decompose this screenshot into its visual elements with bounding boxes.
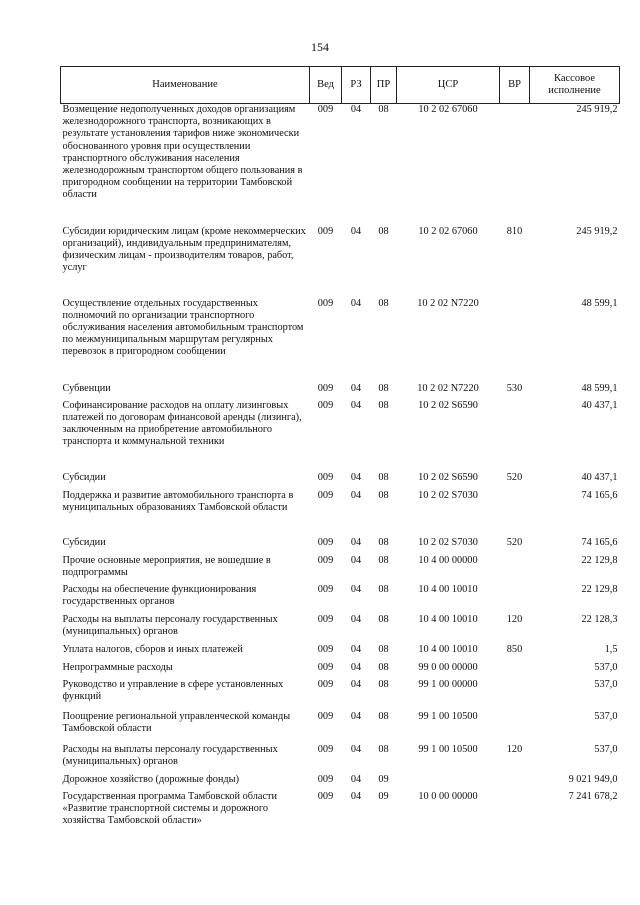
- row-vr: 520: [506, 471, 523, 483]
- row-ved: 009: [317, 678, 334, 690]
- row-rz: 04: [350, 710, 362, 722]
- row-csr: 10 2 02 67060: [418, 104, 478, 115]
- row-csr: 10 2 02 N7220: [417, 382, 479, 394]
- table-row: [61, 383, 620, 400]
- row-ved: 009: [317, 710, 334, 722]
- row-rz: 04: [350, 297, 362, 309]
- row-pr: 08: [378, 554, 389, 566]
- row-vr: [500, 791, 530, 833]
- row-amount: 9 021 949,0: [568, 773, 618, 785]
- row-ved: 009: [317, 661, 334, 673]
- row-amount: 245 919,2: [576, 104, 618, 115]
- row-pr: 08: [378, 583, 389, 595]
- row-vr: [500, 584, 530, 614]
- row-csr: 99 1 00 10500: [418, 710, 478, 722]
- column-header-name: Наименование: [61, 67, 310, 104]
- table-row: [61, 791, 620, 833]
- row-name: Руководство и управление в сфере установленных функций: [62, 678, 284, 702]
- row-name: Возмещение недополученных доходов организациям железнодорожного транспорта, возникающих в результате установления тарифов ниже экономически обоснованного уровня при осуществлении транспортного обслуживания населения железнодорожным транспортом общего пользования в пригородном сообщении на территории Тамбовской области: [62, 104, 303, 201]
- row-pr: 08: [378, 104, 389, 115]
- table-body: [61, 104, 620, 833]
- row-amount: 537,0: [594, 678, 618, 690]
- row-rz: 04: [350, 104, 362, 115]
- row-csr: 99 0 00 00000: [418, 661, 478, 673]
- row-pr: 08: [378, 399, 389, 411]
- row-rz: 04: [350, 678, 362, 690]
- row-ved: 009: [317, 104, 334, 115]
- row-amount: 537,0: [594, 710, 618, 722]
- row-amount: 537,0: [594, 743, 618, 755]
- table-row: [61, 537, 620, 555]
- row-name: Уплата налогов, сборов и иных платежей: [62, 643, 243, 655]
- row-ved: 009: [317, 643, 334, 655]
- budget-table: [60, 66, 620, 833]
- row-csr: 99 1 00 00000: [418, 678, 478, 690]
- table-row: [61, 644, 620, 662]
- row-rz: 04: [350, 471, 362, 483]
- column-header-csr: ЦСР: [397, 67, 500, 104]
- row-ved: 009: [317, 382, 334, 394]
- row-ved: 009: [317, 225, 334, 237]
- row-rz: 04: [350, 583, 362, 595]
- row-pr: 08: [378, 225, 389, 237]
- row-csr: 10 2 02 S7030: [418, 489, 478, 501]
- row-amount: 74 165,6: [581, 536, 618, 548]
- row-amount: 40 437,1: [581, 471, 618, 483]
- row-rz: 04: [350, 489, 362, 501]
- row-pr: 08: [378, 613, 389, 625]
- table-row: [61, 298, 620, 383]
- row-rz: 04: [350, 643, 362, 655]
- row-csr: 10 2 02 N7220: [417, 297, 479, 309]
- row-name: Расходы на выплаты персоналу государственных (муниципальных) органов: [62, 743, 278, 767]
- row-name: Дорожное хозяйство (дорожные фонды): [62, 773, 240, 785]
- row-pr: 08: [378, 678, 389, 690]
- row-csr: 10 4 00 10010: [418, 583, 478, 595]
- row-vr: 120: [506, 743, 523, 755]
- row-amount: 48 599,1: [581, 382, 618, 394]
- row-csr: 10 4 00 00000: [418, 554, 478, 566]
- row-ved: 009: [317, 743, 334, 755]
- table-header-row: [61, 67, 620, 104]
- row-ved: 009: [317, 613, 334, 625]
- table-row: [61, 400, 620, 472]
- row-vr: [500, 662, 530, 679]
- row-csr: 10 0 00 00000: [418, 790, 478, 802]
- table-row: [61, 679, 620, 711]
- row-csr: [397, 774, 500, 791]
- row-name: Прочие основные мероприятия, не вошедшие в подпрограммы: [62, 554, 271, 578]
- row-name: Поддержка и развитие автомобильного транспорта в муниципальных образованиях Тамбовской области: [62, 489, 294, 513]
- table-row: [61, 584, 620, 614]
- row-amount: 22 128,3: [581, 613, 618, 625]
- row-amount: 74 165,6: [581, 489, 618, 501]
- row-name: Государственная программа Тамбовской области «Развитие транспортной системы и дорожного хозяйства Тамбовской области»: [62, 790, 278, 826]
- row-vr: [500, 711, 530, 744]
- row-pr: 08: [378, 382, 389, 394]
- row-name: Расходы на обеспечение функционирования государственных органов: [62, 583, 257, 607]
- row-amount: 1,5: [604, 643, 618, 655]
- row-rz: 04: [350, 743, 362, 755]
- row-name: Субсидии юридическим лицам (кроме некоммерческих организаций), индивидуальным предпринимателям, физическим лицам - производителям товаров, работ, услуг: [62, 225, 306, 274]
- row-rz: 04: [350, 225, 362, 237]
- column-header-ved: Вед: [310, 67, 342, 104]
- row-name: Субвенции: [62, 382, 111, 394]
- column-header-amount: Кассовое исполнение: [530, 67, 620, 104]
- row-vr: [500, 400, 530, 472]
- table-row: [61, 662, 620, 679]
- table-row: [61, 472, 620, 490]
- row-pr: 09: [378, 773, 389, 785]
- row-vr: 530: [506, 382, 523, 394]
- row-amount: 22 129,8: [581, 583, 618, 595]
- row-name: Осуществление отдельных государственных полномочий по организации транспортного обслуживания населения автомобильным транспортом по межмуниципальным маршрутам регулярных перевозок в пригородном сообщении: [62, 297, 304, 358]
- row-rz: 04: [350, 554, 362, 566]
- row-ved: 009: [317, 489, 334, 501]
- row-rz: 04: [350, 382, 362, 394]
- column-header-rz: РЗ: [342, 67, 371, 104]
- column-header-vr: ВР: [500, 67, 530, 104]
- row-vr: [500, 490, 530, 537]
- row-amount: 48 599,1: [581, 297, 618, 309]
- row-name: Софинансирование расходов на оплату лизинговых платежей по договорам финансовой аренды (лизинга), заключенным на приобретение автомобильного транспорта и коммунальной техники: [62, 399, 302, 448]
- row-ved: 009: [317, 773, 334, 785]
- row-vr: 120: [506, 613, 523, 625]
- row-rz: 04: [350, 399, 362, 411]
- row-pr: 08: [378, 643, 389, 655]
- row-csr: 10 2 02 67060: [418, 225, 478, 237]
- row-csr: 10 2 02 S7030: [418, 536, 478, 548]
- row-vr: 520: [506, 536, 523, 548]
- row-ved: 009: [317, 790, 334, 802]
- row-ved: 009: [317, 554, 334, 566]
- row-vr: [500, 679, 530, 711]
- row-vr: [500, 298, 530, 383]
- row-pr: 08: [378, 536, 389, 548]
- row-vr: 810: [506, 225, 523, 237]
- row-amount: 537,0: [594, 661, 618, 673]
- row-ved: 009: [317, 471, 334, 483]
- page-number: 154: [311, 40, 329, 54]
- row-csr: 10 2 02 S6590: [418, 471, 478, 483]
- row-rz: 04: [350, 790, 362, 802]
- row-name: Субсидии: [62, 471, 106, 483]
- row-csr: 10 4 00 10010: [418, 643, 478, 655]
- row-pr: 08: [378, 297, 389, 309]
- table-row: [61, 104, 620, 226]
- row-ved: 009: [317, 536, 334, 548]
- row-amount: 40 437,1: [581, 399, 618, 411]
- row-rz: 04: [350, 773, 362, 785]
- row-pr: 08: [378, 710, 389, 722]
- row-csr: 10 4 00 10010: [418, 613, 478, 625]
- row-pr: 09: [378, 790, 389, 802]
- table-row: [61, 490, 620, 537]
- row-vr: [500, 774, 530, 791]
- row-ved: 009: [317, 583, 334, 595]
- row-ved: 009: [317, 399, 334, 411]
- row-csr: 10 2 02 S6590: [418, 399, 478, 411]
- table-row: [61, 774, 620, 791]
- row-rz: 04: [350, 661, 362, 673]
- table-row: [61, 226, 620, 298]
- row-amount: 245 919,2: [576, 225, 618, 237]
- table-row: [61, 744, 620, 774]
- row-rz: 04: [350, 613, 362, 625]
- row-vr: [500, 555, 530, 584]
- row-pr: 08: [378, 489, 389, 501]
- row-amount: 22 129,8: [581, 554, 618, 566]
- row-name: Субсидии: [62, 536, 106, 548]
- table-row: [61, 555, 620, 584]
- row-vr: [500, 104, 530, 226]
- row-name: Непрограммные расходы: [62, 661, 173, 673]
- row-pr: 08: [378, 661, 389, 673]
- column-header-pr: ПР: [371, 67, 397, 104]
- row-vr: 850: [506, 643, 523, 655]
- row-rz: 04: [350, 536, 362, 548]
- row-amount: 7 241 678,2: [568, 790, 618, 802]
- row-csr: 99 1 00 10500: [418, 743, 478, 755]
- row-name: Расходы на выплаты персоналу государственных (муниципальных) органов: [62, 613, 278, 637]
- row-name: Поощрение региональной управленческой команды Тамбовской области: [62, 710, 291, 734]
- row-pr: 08: [378, 471, 389, 483]
- row-ved: 009: [317, 297, 334, 309]
- table-row: [61, 614, 620, 644]
- table-row: [61, 711, 620, 744]
- row-pr: 08: [378, 743, 389, 755]
